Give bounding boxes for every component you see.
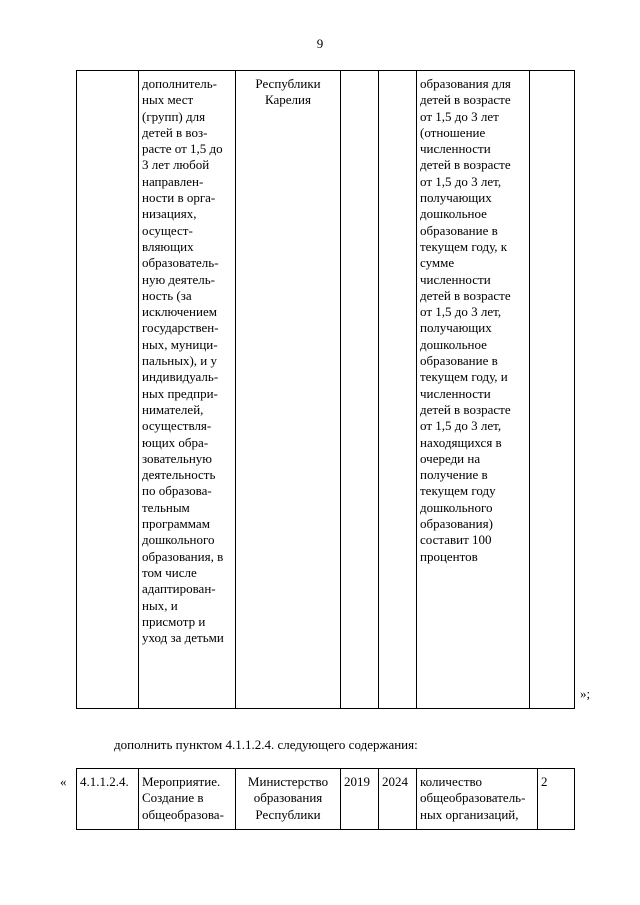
executor-cell: Министерство образования Республики (236, 769, 341, 830)
opening-quote: « (60, 774, 67, 789)
indicator-cell: количество общеобразователь- ных организаций, (417, 769, 538, 830)
end-year-cell (379, 71, 417, 709)
item-number-cell: 4.1.1.2.4. (77, 769, 139, 830)
start-year-cell: 2019 (341, 769, 379, 830)
closing-quote: »; (580, 686, 591, 701)
measure-description-cell: Мероприятие. Создание в общеобразова- (139, 769, 236, 830)
table-row (77, 71, 575, 709)
item-number-cell (77, 71, 139, 709)
value-cell (530, 71, 575, 709)
executor-cell: Республики Карелия (236, 71, 341, 709)
value-cell: 2 (538, 769, 575, 830)
measures-table-continuation (76, 70, 575, 709)
table-row (77, 769, 575, 830)
new-item-table (76, 768, 575, 830)
end-year-cell: 2024 (379, 769, 417, 830)
start-year-cell (341, 71, 379, 709)
page-number: 9 (316, 36, 324, 51)
amendment-paragraph: дополнить пунктом 4.1.1.2.4. следующего содержания: (114, 737, 418, 752)
indicator-cell: образования для детей в возрасте от 1,5 до 3 лет (отношение численности детей в возрасте от 1,5 до 3 лет, получающих дошкольное образование в текущем году, к сумме численности детей в возрасте от 1,5 до 3 лет, получающих дошкольное образование в текущем году, и численности детей в возрасте от 1,5 до 3 лет, находящихся в очереди на получение в текущем году дошкольного образования) составит 100 процентов (417, 71, 530, 709)
measure-description-cell: дополнитель- ных мест (групп) для детей в воз- расте от 1,5 до 3 лет любой направлен- ности в орга- низациях, осущест- вляющих образователь- ную деятель- ность (за исключением государствен- ных, муници- пальных), и у индивидуаль- ных предпри- нимателей, осуществля- ющих обра- зовательную деятельность по образова- тельным программам дошкольного образования, в том числе адаптирован- ных, и присмотр и уход за детьми (139, 71, 236, 709)
